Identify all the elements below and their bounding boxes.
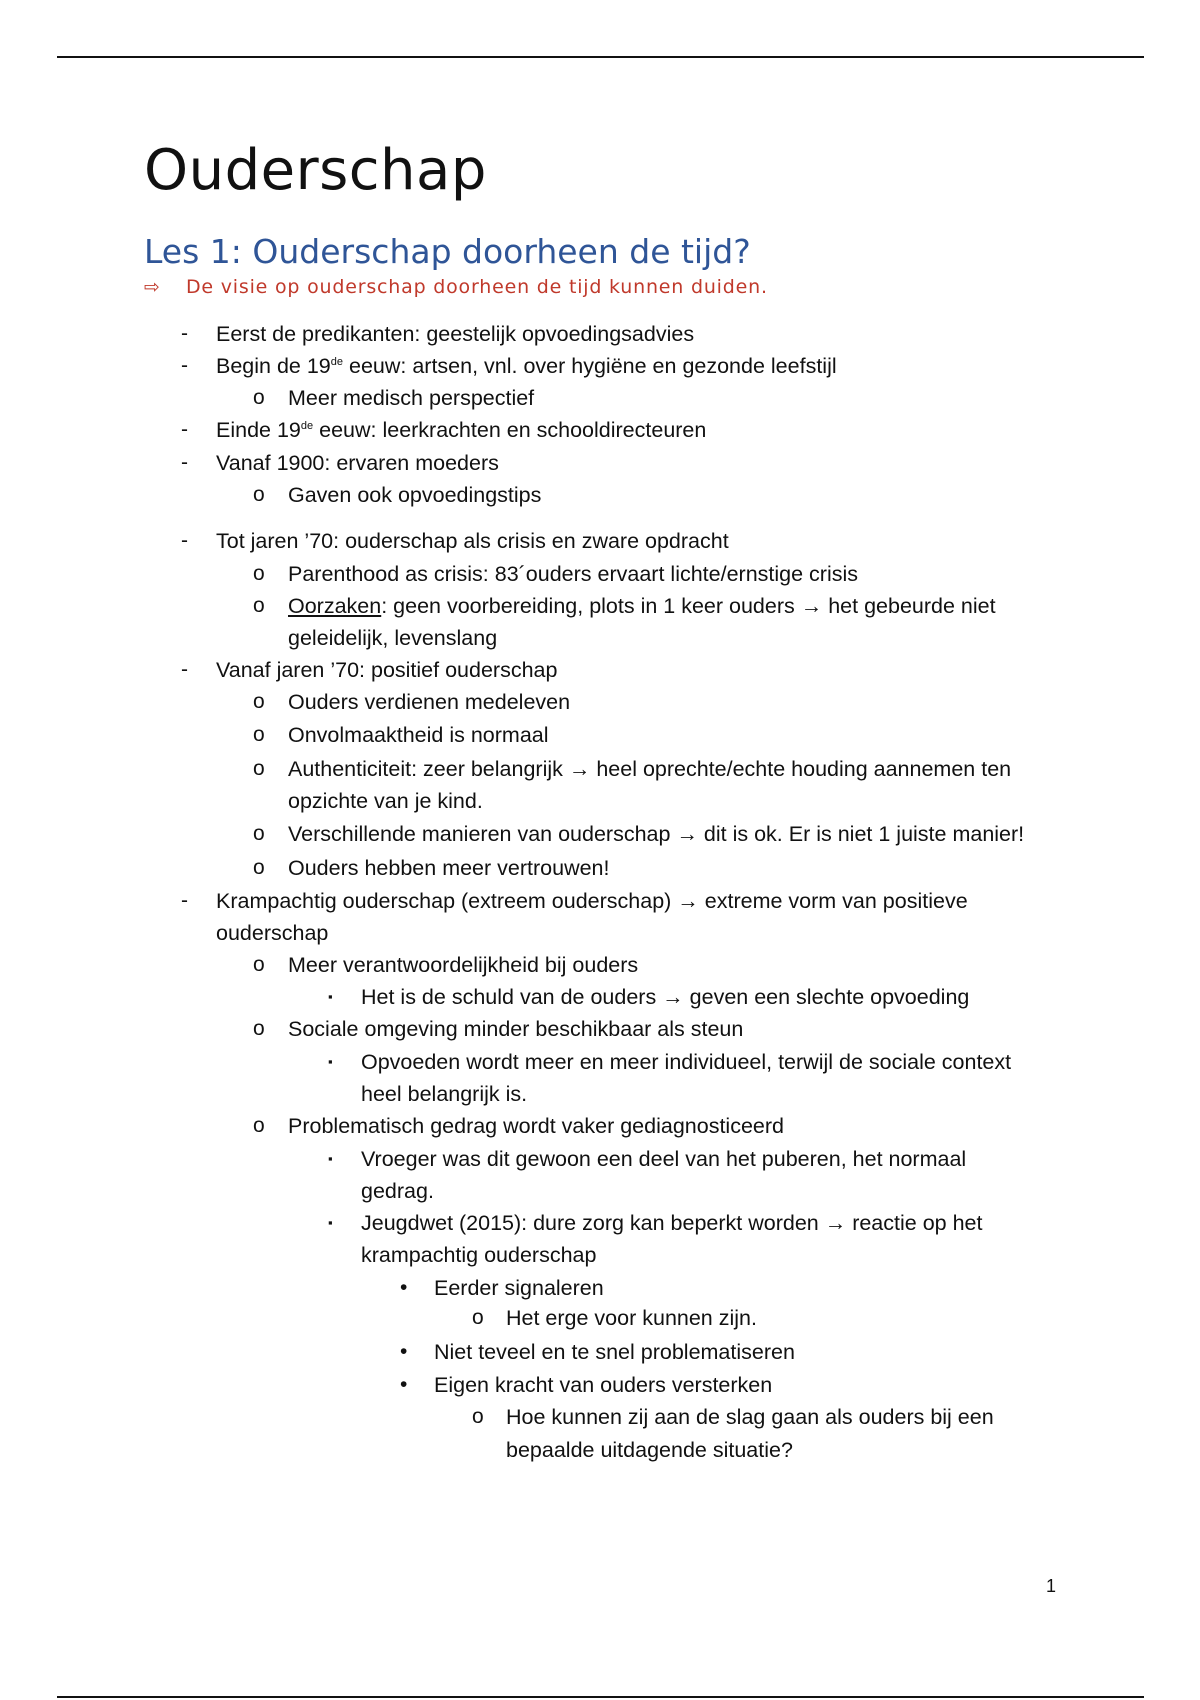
list-item: Vroeger was dit gewoon een deel van het puberen, het normaal (361, 1147, 967, 1171)
list-item: Verschillende manieren van ouderschap → dit is ok. Er is niet 1 juiste manier! (288, 822, 1025, 846)
list-item: Eigen kracht van ouders versterken (434, 1373, 773, 1397)
page-number: 1 (1046, 1576, 1057, 1596)
list-item: Vanaf 1900: ervaren moeders (216, 451, 499, 475)
list-item-continuation: krampachtig ouderschap (361, 1243, 597, 1267)
list-item: Niet teveel en te snel problematiseren (434, 1340, 795, 1364)
list-item: Meer medisch perspectief (288, 386, 535, 410)
circle-marker: o (472, 1306, 484, 1329)
list-item: Oorzaken: geen voorbereiding, plots in 1 keer ouders → het gebeurde niet (288, 594, 996, 618)
list-item: Gaven ook opvoedingstips (288, 483, 542, 507)
document-title: Ouderschap (144, 138, 487, 203)
circle-marker: o (253, 690, 265, 713)
list-item: Problematisch gedrag wordt vaker gediagnosticeerd (288, 1114, 784, 1138)
lesson-heading: Les 1: Ouderschap doorheen de tijd? (144, 232, 751, 271)
circle-marker: o (253, 757, 265, 780)
square-marker: ▪ (328, 1215, 333, 1230)
list-item: Vanaf jaren ’70: positief ouderschap (216, 658, 558, 682)
list-item-continuation: heel belangrijk is. (361, 1082, 528, 1106)
bullet-marker: • (400, 1276, 408, 1299)
dash-marker: - (181, 354, 188, 377)
circle-marker: o (253, 562, 265, 585)
list-item: Het erge voor kunnen zijn. (506, 1306, 757, 1330)
dash-marker: - (181, 322, 188, 345)
list-item: Opvoeden wordt meer en meer individueel, terwijl de sociale context (361, 1050, 1012, 1074)
dash-marker: - (181, 529, 188, 552)
list-item: Tot jaren ’70: ouderschap als crisis en zware opdracht (216, 529, 729, 553)
circle-marker: o (472, 1405, 484, 1428)
circle-marker: o (253, 1017, 265, 1040)
bottom-rule (57, 1696, 1144, 1698)
list-item: Ouders hebben meer vertrouwen! (288, 856, 610, 880)
list-item-continuation: geleidelijk, levenslang (288, 626, 498, 650)
top-rule (57, 56, 1144, 58)
dash-marker: - (181, 658, 188, 681)
square-marker: ▪ (328, 1054, 333, 1069)
circle-marker: o (253, 386, 265, 409)
circle-marker: o (253, 856, 265, 879)
list-item: Parenthood as crisis: 83´ouders ervaart lichte/ernstige crisis (288, 562, 859, 586)
arrow-right-icon: ⇨ (144, 276, 161, 298)
list-item: Ouders verdienen medeleven (288, 690, 571, 714)
bullet-marker: • (400, 1373, 408, 1396)
circle-marker: o (253, 723, 265, 746)
learning-goal (144, 276, 768, 298)
bullet-marker: • (400, 1340, 408, 1363)
dash-marker: - (181, 889, 188, 912)
square-marker: ▪ (328, 1151, 333, 1166)
square-marker: ▪ (328, 989, 333, 1004)
circle-marker: o (253, 822, 265, 845)
list-item: Meer verantwoordelijkheid bij ouders (288, 953, 639, 977)
circle-marker: o (253, 594, 265, 617)
learning-goal-text: De visie op ouderschap doorheen de tijd kunnen duiden. (186, 276, 768, 298)
circle-marker: o (253, 1114, 265, 1137)
list-item-continuation: opzichte van je kind. (288, 789, 483, 813)
list-item: Het is de schuld van de ouders → geven een slechte opvoeding (361, 985, 970, 1009)
list-item: Eerder signaleren (434, 1276, 604, 1300)
list-item: Jeugdwet (2015): dure zorg kan beperkt worden → reactie op het (361, 1211, 983, 1235)
dash-marker: - (181, 418, 188, 441)
circle-marker: o (253, 483, 265, 506)
list-item: Onvolmaaktheid is normaal (288, 723, 549, 747)
list-item: Krampachtig ouderschap (extreem ouderschap) → extreme vorm van positieve (216, 889, 968, 913)
list-item: Authenticiteit: zeer belangrijk → heel oprechte/echte houding aannemen ten (288, 757, 1012, 781)
list-item-continuation: bepaalde uitdagende situatie? (506, 1438, 793, 1462)
list-item-continuation: ouderschap (216, 921, 329, 945)
list-item: Sociale omgeving minder beschikbaar als steun (288, 1017, 744, 1041)
dash-marker: - (181, 451, 188, 474)
list-item: Eerst de predikanten: geestelijk opvoedingsadvies (216, 322, 695, 346)
circle-marker: o (253, 953, 265, 976)
list-item: Begin de 19de eeuw: artsen, vnl. over hygiëne en gezonde leefstijl (216, 354, 837, 378)
list-item: Einde 19de eeuw: leerkrachten en schooldirecteuren (216, 418, 707, 442)
list-item-continuation: gedrag. (361, 1179, 434, 1203)
list-item: Hoe kunnen zij aan de slag gaan als ouders bij een (506, 1405, 994, 1429)
